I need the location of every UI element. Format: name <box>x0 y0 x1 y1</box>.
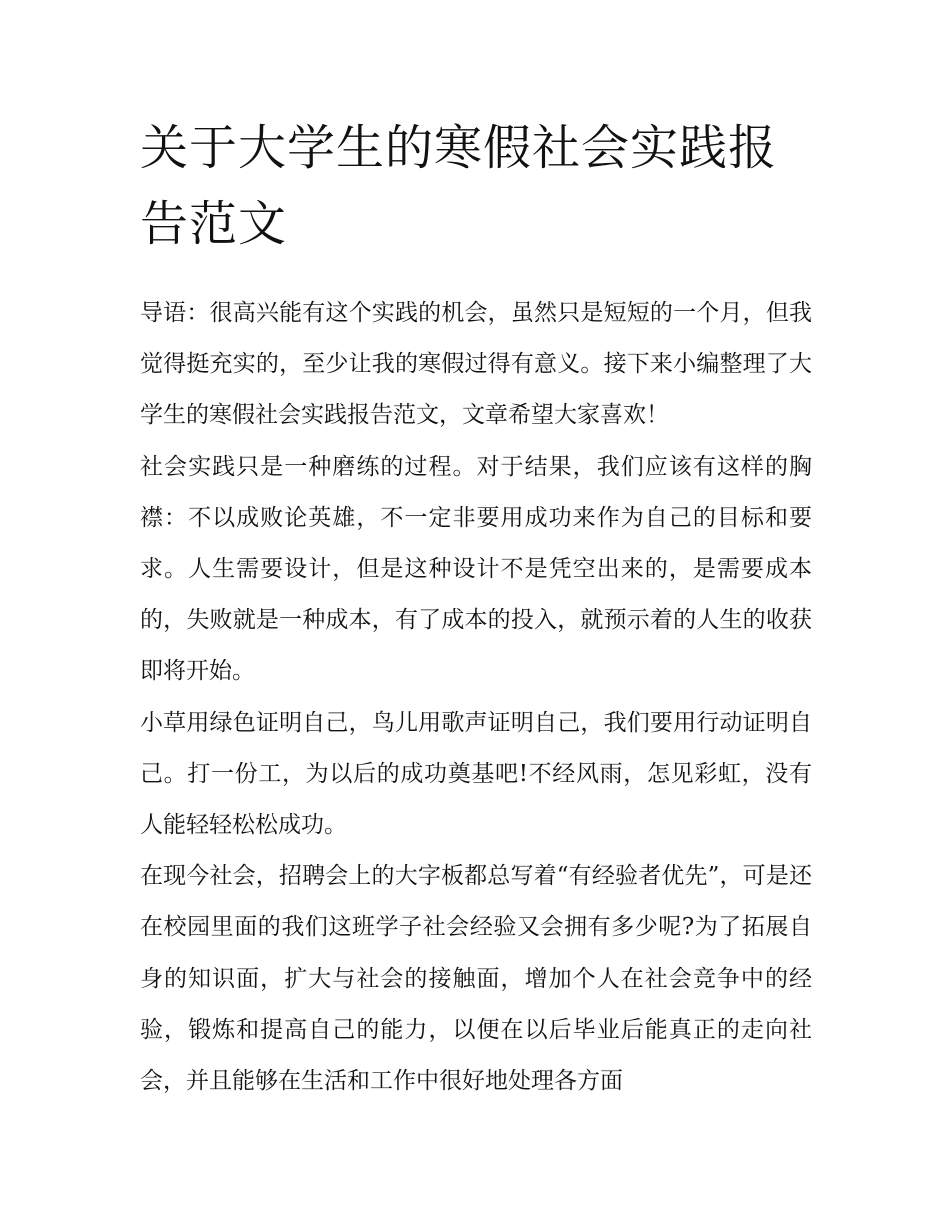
paragraph-practice: 社会实践只是一种磨练的过程。对于结果，我们应该有这样的胸襟：不以成败论英雄，不一定非要用成功来作为自己的目标和要求。人生需要设计，但是这种设计不是凭空出来的，是需要成本的，失败就是一种成本，有了成本的投入，就预示着的人生的收获即将开始。 <box>140 453 812 685</box>
document-page <box>140 110 812 1107</box>
paragraph-action: 小草用绿色证明自己，鸟儿用歌声证明自己，我们要用行动证明自己。打一份工，为以后的成功奠基吧!不经风雨，怎见彩虹，没有人能轻轻松松成功。 <box>140 709 812 839</box>
paragraph-experience: 在现今社会，招聘会上的大字板都总写着“有经验者优先”，可是还在校园里面的我们这班学子社会经验又会拥有多少呢?为了拓展自身的知识面，扩大与社会的接触面，增加个人在社会竞争中的经验，锻炼和提高自己的能力，以便在以后毕业后能真正的走向社会，并且能够在生活和工作中很好地处理各方面 <box>140 863 812 1095</box>
paragraph-intro: 导语：很高兴能有这个实践的机会，虽然只是短短的一个月，但我觉得挺充实的，至少让我的寒假过得有意义。接下来小编整理了大学生的寒假社会实践报告范文，文章希望大家喜欢！ <box>140 300 812 429</box>
document-title: 关于大学生的寒假社会实践报告范文 <box>140 120 778 252</box>
